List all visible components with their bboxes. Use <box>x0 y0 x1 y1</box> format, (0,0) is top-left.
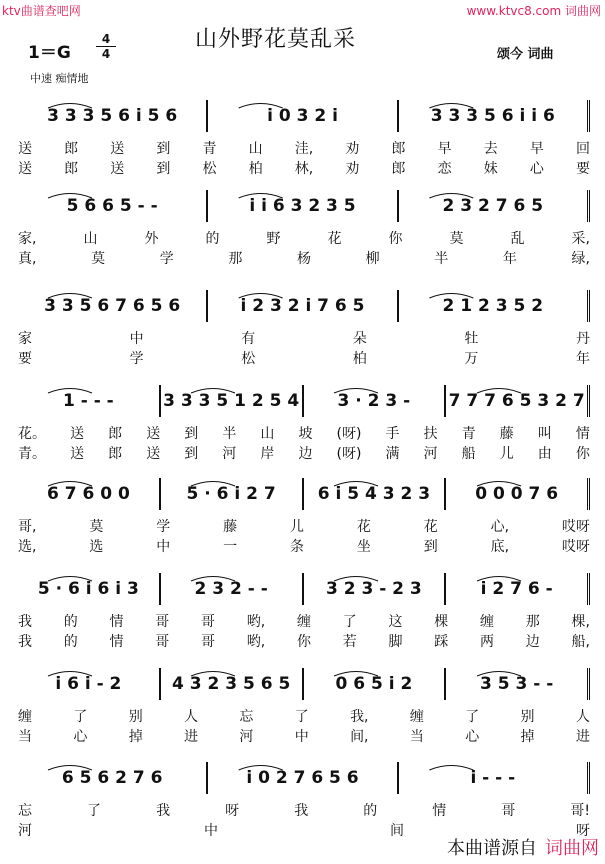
lyrics-verse-1 <box>18 611 590 631</box>
lyric-syllable: 当 <box>409 729 424 745</box>
lyric-syllable: 情 <box>109 614 124 630</box>
score-row <box>18 100 590 186</box>
lyric-syllable: 哎呀 <box>561 519 590 535</box>
meter-top: 4 <box>101 32 111 46</box>
lyric-syllable: 郎 <box>391 141 406 157</box>
lyric-syllable: 叫 <box>537 426 552 442</box>
footer-prefix: 本曲谱源自 <box>447 838 537 859</box>
lyric-syllable: 要 <box>575 161 590 177</box>
lyric-syllable: 野 <box>266 231 281 247</box>
lyric-syllable: 忘 <box>18 803 32 819</box>
measure: 3 3 3 5 1 2 5 4 <box>161 385 304 417</box>
lyric-syllable: 早 <box>437 141 452 157</box>
lyrics-verse-1 <box>18 138 590 158</box>
lyric-syllable: 满 <box>385 446 400 462</box>
lyric-syllable: 河 <box>239 729 254 745</box>
lyric-syllable: 郎 <box>64 161 79 177</box>
lyric-syllable: (呀) <box>336 426 362 442</box>
lyric-syllable: 当 <box>18 729 32 745</box>
lyric-syllable: 掉 <box>520 729 535 745</box>
lyric-syllable: 扶 <box>423 426 438 442</box>
lyric-syllable: 儿 <box>289 519 304 535</box>
lyric-syllable: 中 <box>129 331 144 347</box>
lyrics-verse-2 <box>18 348 590 368</box>
measure: 3 · 2 3 - <box>304 385 447 417</box>
measure: 5 · 6 i 2 7 <box>161 478 304 510</box>
lyric-syllable: 间 <box>390 823 404 839</box>
lyric-syllable: 哥 <box>501 803 516 819</box>
score-row <box>18 290 590 376</box>
lyric-syllable: 你 <box>575 446 590 462</box>
score-row <box>18 668 590 754</box>
lyric-syllable: 郎 <box>64 141 79 157</box>
lyric-syllable: 若 <box>342 634 357 650</box>
lyric-syllable: 真, <box>18 251 37 267</box>
lyric-syllable: 两 <box>479 634 494 650</box>
lyric-syllable: 送 <box>110 161 125 177</box>
lyric-syllable: 船, <box>571 634 590 650</box>
lyric-syllable: 边 <box>298 446 313 462</box>
lyric-syllable: 朵 <box>352 331 367 347</box>
lyric-syllable: 的 <box>363 803 378 819</box>
lyric-syllable: 哎呀 <box>561 539 590 555</box>
lyric-syllable: 你 <box>296 634 311 650</box>
lyric-syllable: 了 <box>465 709 480 725</box>
lyric-syllable: 山 <box>248 141 263 157</box>
lyric-syllable: 呀 <box>576 823 590 839</box>
lyric-syllable: 送 <box>110 141 125 157</box>
lyric-syllable: 家 <box>18 331 32 347</box>
lyric-syllable: 我 <box>294 803 309 819</box>
lyrics-verse-1 <box>18 328 590 348</box>
lyric-syllable: 别 <box>520 709 535 725</box>
lyric-syllable: 郎 <box>391 161 406 177</box>
lyric-syllable: 花 <box>327 231 342 247</box>
measure: 6 7 6 0 0 <box>18 478 161 510</box>
lyric-syllable: 棵 <box>434 614 449 630</box>
notes-line <box>18 385 590 417</box>
lyric-syllable: 到 <box>184 426 199 442</box>
lyric-syllable: 河 <box>222 446 237 462</box>
song-title: 山外野花莫乱采 <box>195 27 357 52</box>
lyric-syllable: 哥 <box>155 614 170 630</box>
lyrics-verse-1 <box>18 516 590 536</box>
lyrics-verse-1 <box>18 800 590 820</box>
lyric-syllable: 送 <box>70 446 85 462</box>
notes-line <box>18 478 590 510</box>
lyric-syllable: 情 <box>109 634 124 650</box>
time-signature <box>96 33 116 60</box>
lyric-syllable: 到 <box>156 141 171 157</box>
composer-credit: 颂今 词曲 <box>497 47 554 62</box>
notes-line <box>18 290 590 322</box>
lyric-syllable: 林, <box>294 161 314 177</box>
lyric-syllable: 到 <box>184 446 199 462</box>
lyric-syllable: 藤 <box>499 426 514 442</box>
measure: 6 i 5 4 3 2 3 <box>304 478 447 510</box>
lyric-syllable: 乱 <box>510 231 525 247</box>
lyric-syllable: 的 <box>63 634 78 650</box>
lyric-syllable: 半 <box>222 426 237 442</box>
lyric-syllable: 进 <box>184 729 199 745</box>
meter-bottom: 4 <box>101 47 111 61</box>
lyric-syllable: 柏 <box>248 161 263 177</box>
lyric-syllable: 那 <box>228 251 243 267</box>
lyric-syllable: 河 <box>18 823 32 839</box>
measure: 2 1 2 3 5 2 <box>399 290 590 322</box>
lyric-syllable: 中 <box>156 539 171 555</box>
measure: 5 6 6 5 - - <box>18 190 208 222</box>
lyric-syllable: 家, <box>18 231 37 247</box>
measure: 0 0 0 7 6 <box>446 478 590 510</box>
notes-line <box>18 100 590 132</box>
lyric-syllable: 选 <box>89 539 104 555</box>
lyric-syllable: 脚 <box>388 634 403 650</box>
lyric-syllable: 松 <box>241 351 256 367</box>
lyric-syllable: 藤 <box>223 519 238 535</box>
lyric-syllable: 的 <box>205 231 220 247</box>
lyric-syllable: 学 <box>156 519 171 535</box>
lyric-syllable: 青 <box>202 141 217 157</box>
lyric-syllable: 底, <box>490 539 510 555</box>
footer-brand: 词曲网 <box>545 838 599 859</box>
notes-line <box>18 573 590 605</box>
measure: 2 3 2 7 6 5 <box>399 190 590 222</box>
lyric-syllable: 那 <box>525 614 540 630</box>
lyric-syllable: 丹 <box>575 331 590 347</box>
lyric-syllable: 绿, <box>571 251 590 267</box>
lyric-syllable: 劝 <box>345 161 360 177</box>
lyric-syllable: 杨 <box>296 251 311 267</box>
notes-line <box>18 190 590 222</box>
lyric-syllable: 间, <box>350 729 369 745</box>
measure: 3 3 3 5 6 i i 6 <box>399 100 590 132</box>
lyric-syllable: 人 <box>184 709 199 725</box>
lyric-syllable: 早 <box>529 141 544 157</box>
lyric-syllable: 忘 <box>239 709 254 725</box>
lyric-syllable: 青。 <box>18 446 46 462</box>
lyric-syllable: 了 <box>342 614 357 630</box>
lyric-syllable: 花 <box>356 519 371 535</box>
lyric-syllable: 心 <box>73 729 88 745</box>
lyric-syllable: 这 <box>388 614 403 630</box>
lyric-syllable: 年 <box>502 251 517 267</box>
lyric-syllable: 莫 <box>449 231 464 247</box>
lyrics-verse-2 <box>18 631 590 651</box>
lyric-syllable: (呀) <box>336 446 362 462</box>
lyrics-verse-2 <box>18 158 590 178</box>
lyric-syllable: 送 <box>146 446 161 462</box>
lyric-syllable: 山 <box>260 426 275 442</box>
score-row <box>18 478 590 564</box>
lyric-syllable: 情 <box>432 803 447 819</box>
measure: i 2 7 6 - <box>446 573 590 605</box>
lyric-syllable: 去 <box>483 141 498 157</box>
lyric-syllable: 由 <box>537 446 552 462</box>
measure: 1 - - - <box>18 385 161 417</box>
measure: 5 · 6 i 6 i 3 <box>18 573 161 605</box>
lyrics-verse-1 <box>18 228 590 248</box>
lyric-syllable: 哥! <box>570 803 590 819</box>
lyric-syllable: 我 <box>18 614 32 630</box>
lyric-syllable: 情 <box>575 426 590 442</box>
lyrics-verse-2 <box>18 536 590 556</box>
lyric-syllable: 学 <box>129 351 144 367</box>
measure: 3 2 3 - 2 3 <box>304 573 447 605</box>
lyric-syllable: 哥, <box>18 519 37 535</box>
measure: 0 6 5 i 2 <box>304 668 447 700</box>
measure: 2 3 2 - - <box>161 573 304 605</box>
lyric-syllable: 要 <box>18 351 32 367</box>
lyrics-verse-1 <box>18 706 590 726</box>
measure: 4 3 2 3 5 6 5 <box>161 668 304 700</box>
notes-line <box>18 668 590 700</box>
score-row <box>18 190 590 276</box>
lyric-syllable: 棵, <box>571 614 590 630</box>
measure: 6 5 6 2 7 6 <box>18 762 208 794</box>
measure: i - - - <box>399 762 590 794</box>
lyric-syllable: 我, <box>350 709 369 725</box>
lyric-syllable: 选, <box>18 539 37 555</box>
lyric-syllable: 送 <box>70 426 85 442</box>
lyric-syllable: 船 <box>461 446 476 462</box>
lyric-syllable: 缠 <box>296 614 311 630</box>
lyric-syllable: 坐 <box>356 539 371 555</box>
lyric-syllable: 郎 <box>108 426 123 442</box>
lyric-syllable: 山 <box>83 231 98 247</box>
lyric-syllable: 洼, <box>294 141 314 157</box>
lyric-syllable: 了 <box>294 709 309 725</box>
lyric-syllable: 缠 <box>18 709 32 725</box>
measure: i i 6 3 2 3 5 <box>208 190 398 222</box>
lyric-syllable: 手 <box>385 426 400 442</box>
measure: 3 3 3 5 6 i 5 6 <box>18 100 208 132</box>
lyric-syllable: 学 <box>159 251 174 267</box>
measure: i 0 2 7 6 5 6 <box>208 762 398 794</box>
lyric-syllable: 哥 <box>155 634 170 650</box>
lyric-syllable: 你 <box>388 231 403 247</box>
lyric-syllable: 半 <box>434 251 449 267</box>
lyric-syllable: 进 <box>575 729 590 745</box>
measure: 7 7 7 6 5 3 2 7 <box>446 385 590 417</box>
lyric-syllable: 别 <box>128 709 143 725</box>
lyric-syllable: 人 <box>575 709 590 725</box>
lyric-syllable: 郎 <box>108 446 123 462</box>
lyric-syllable: 掉 <box>128 729 143 745</box>
lyric-syllable: 哟, <box>246 614 266 630</box>
score-row <box>18 385 590 471</box>
lyric-syllable: 缠 <box>479 614 494 630</box>
lyric-syllable: 送 <box>18 141 32 157</box>
lyric-syllable: 柳 <box>365 251 380 267</box>
lyric-syllable: 我 <box>18 634 32 650</box>
lyric-syllable: 莫 <box>91 251 106 267</box>
key-signature: 1＝G <box>28 43 71 63</box>
lyric-syllable: 儿 <box>499 446 514 462</box>
lyric-syllable: 河 <box>423 446 438 462</box>
lyric-syllable: 缠 <box>409 709 424 725</box>
measure: i 2 3 2 i 7 6 5 <box>208 290 398 322</box>
lyric-syllable: 恋 <box>437 161 452 177</box>
lyric-syllable: 到 <box>156 161 171 177</box>
lyric-syllable: 坡 <box>298 426 313 442</box>
lyric-syllable: 我 <box>156 803 171 819</box>
lyric-syllable: 松 <box>202 161 217 177</box>
lyric-syllable: 柏 <box>352 351 367 367</box>
lyric-syllable: 劝 <box>345 141 360 157</box>
lyric-syllable: 呀 <box>225 803 240 819</box>
lyric-syllable: 莫 <box>89 519 104 535</box>
lyric-syllable: 中 <box>294 729 309 745</box>
lyric-syllable: 心 <box>529 161 544 177</box>
lyric-syllable: 哥 <box>201 634 215 650</box>
notes-line <box>18 762 590 794</box>
lyric-syllable: 外 <box>144 231 159 247</box>
lyric-syllable: 哥 <box>201 614 215 630</box>
lyric-syllable: 采, <box>571 231 590 247</box>
lyric-syllable: 牡 <box>464 331 479 347</box>
lyric-syllable: 花 <box>423 519 438 535</box>
lyric-syllable: 边 <box>525 634 540 650</box>
lyric-syllable: 中 <box>204 823 218 839</box>
measure: i 0 3 2 i <box>208 100 398 132</box>
watermark-left: ktv曲谱查吧网 <box>2 4 81 18</box>
lyrics-verse-2 <box>18 726 590 746</box>
lyric-syllable: 心 <box>465 729 480 745</box>
lyric-syllable: 年 <box>575 351 590 367</box>
lyrics-verse-1 <box>18 423 590 443</box>
lyric-syllable: 花。 <box>18 426 46 442</box>
measure: 3 3 5 6 7 6 5 6 <box>18 290 208 322</box>
lyric-syllable: 万 <box>464 351 479 367</box>
lyric-syllable: 踩 <box>434 634 449 650</box>
score-row <box>18 573 590 659</box>
lyric-syllable: 回 <box>575 141 590 157</box>
lyric-syllable: 心, <box>490 519 510 535</box>
watermark-right: www.ktvc8.com 词曲网 <box>466 4 601 18</box>
lyric-syllable: 有 <box>241 331 256 347</box>
tempo-marking: 中速 痴情地 <box>30 72 89 85</box>
lyric-syllable: 青 <box>461 426 476 442</box>
lyric-syllable: 到 <box>423 539 438 555</box>
lyric-syllable: 了 <box>73 709 88 725</box>
lyric-syllable: 妹 <box>483 161 498 177</box>
lyric-syllable: 的 <box>63 614 78 630</box>
lyric-syllable: 岸 <box>260 446 275 462</box>
lyric-syllable: 一 <box>223 539 238 555</box>
lyric-syllable: 了 <box>87 803 102 819</box>
footer-credit <box>447 834 599 860</box>
measure: i 6 i - 2 <box>18 668 161 700</box>
lyric-syllable: 哟, <box>246 634 266 650</box>
lyric-syllable: 送 <box>146 426 161 442</box>
lyric-syllable: 条 <box>289 539 304 555</box>
lyrics-verse-2 <box>18 443 590 463</box>
lyrics-verse-2 <box>18 248 590 268</box>
measure: 3 5 3 - - <box>446 668 590 700</box>
lyric-syllable: 送 <box>18 161 32 177</box>
